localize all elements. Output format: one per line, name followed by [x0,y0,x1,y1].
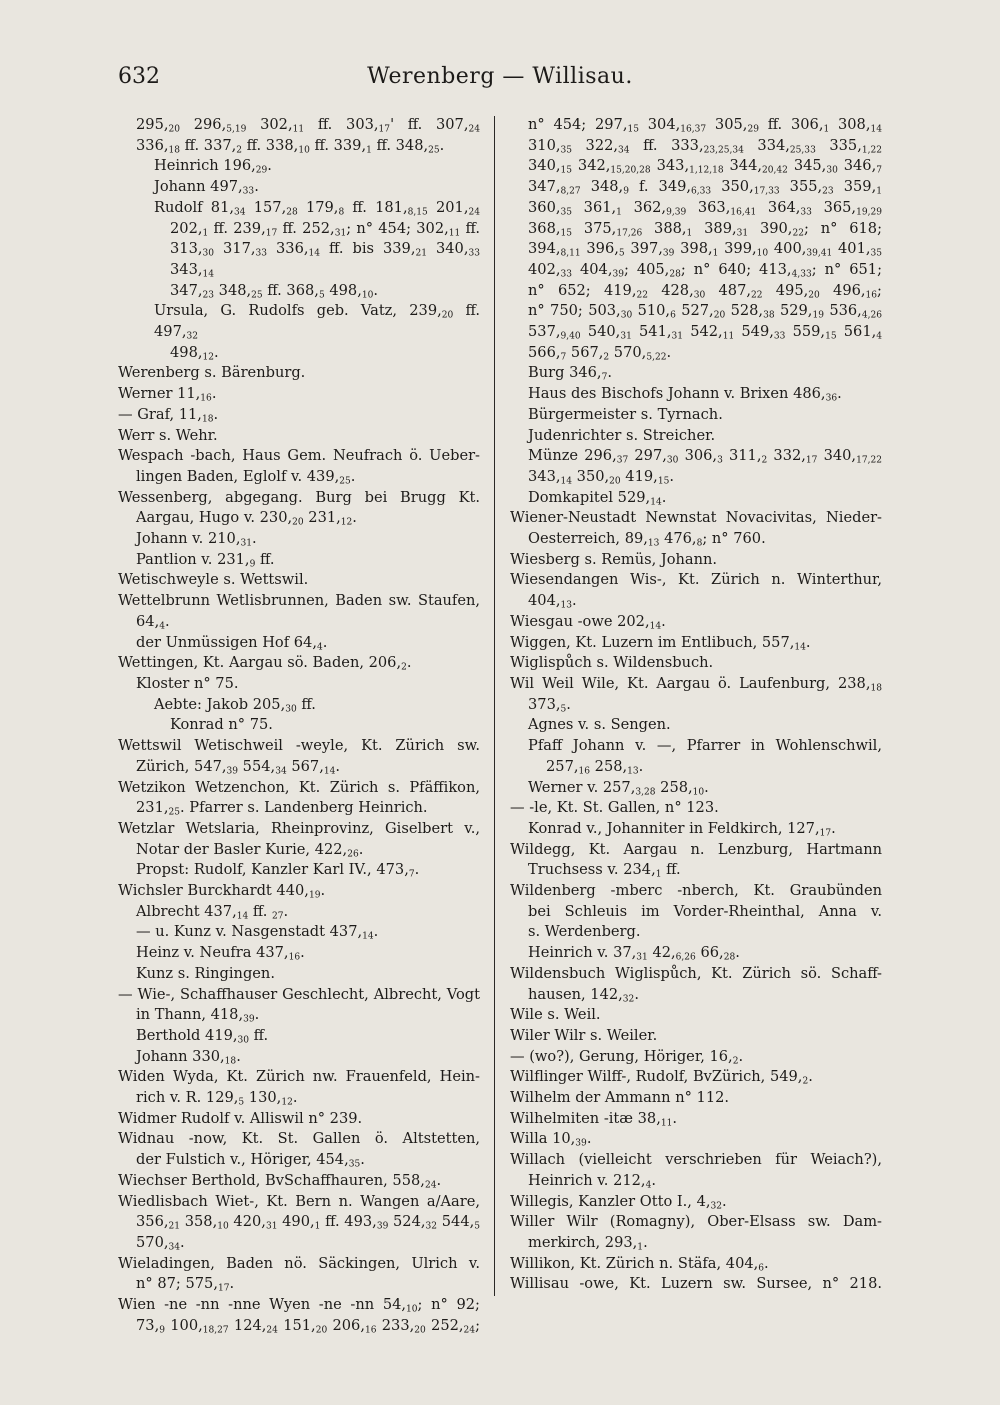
index-line: s. Werdenberg. [528,923,641,941]
index-line: n° 87; $575,_{17}$. [136,1275,235,1294]
index-line: $368,_{15}$ $375,_{17,26}$ $388,_1$ $389,_{31}$ $390,_{22}$; n° 618; [528,219,882,239]
index-line: Wetzlar Wetslaria, Rheinprovinz, Giselbert v., [118,819,480,837]
index-line: $566,_7$ $567,_2$ $570,_{5,22}$. [528,343,672,363]
index-line: Konrad v., Johanniter in Feldkirch, $127,_{17}$. [528,819,836,839]
index-line: Aebte: Jakob $205,_{30}$ ff. [154,695,316,715]
index-line: Burg $346,_7$. [528,364,612,383]
index-line: $373,_5$. [528,695,571,715]
index-line: Johann $497,_{33}$. [154,178,259,197]
index-line: Wilhelm der Ammann n° 112. [510,1089,730,1107]
index-line: Wettswil Wetischweil -weyle, Kt. Zürich sw. [118,737,480,755]
index-line: Willer Wilr (Romagny), Ober-Elsass sw. Dam- [510,1213,882,1231]
index-line: Wile s. Weil. [510,1006,601,1024]
index-line: — u. Kunz v. Nasgenstadt $437,_{14}$. [136,923,379,942]
index-line: der Fulstich v., Höriger, $454,_{35}$. [136,1151,365,1170]
index-line: Kloster n° 75. [136,674,239,692]
index-line: hausen, $142,_{32}$. [528,985,639,1005]
index-line: Werner $11,_{16}$. [118,385,217,404]
index-line: Wil Weil Wile, Kt. Aargau ö. Laufenburg, $238,_{18}$ [510,674,882,694]
index-line: Wien -ne -nn -nne Wyen -ne -nn $54,_{10}$; n° 92; [118,1296,480,1315]
index-line: Wiglispůch s. Wildensbuch. [510,654,714,672]
index-line: Bürgermeister s. Tyrnach. [528,405,723,423]
index-line: $402,_{33}$ $404,_{39}$; $405,_{28}$; n° 640; $413,_{4,33}$; n° 651; [528,260,882,280]
index-line: Wetischweyle s. Wettswil. [118,571,309,589]
index-line: $498,_{12}$. [170,343,219,363]
index-line: Oesterreich, $89,_{13}$ $476,_8$; n° 760. [528,530,766,549]
index-line: $347,_{8,27}$ $348,_9$ f. $349,_{6,33}$ $350,_{17,33}$ $355,_{23}$ $359,_1$ [528,178,882,197]
index-line: Wetzikon Wetzenchon, Kt. Zürich s. Pfäffikon, [118,778,480,796]
index-line: Judenrichter s. Streicher. [528,426,716,444]
index-line: Wespach -bach, Haus Gem. Neufrach ö. Ueber- [118,447,480,465]
index-line: Pfaff Johann v. —, Pfarrer in Wohlenschwil, [528,737,882,755]
index-line: Johann $330,_{18}$. [136,1047,241,1067]
index-line: Heinrich v. $212,_4$. [528,1171,656,1191]
index-line: Wiesendangen Wis-, Kt. Zürich n. Winterthur, [510,571,882,589]
index-line: Wiggen, Kt. Luzern im Entlibuch, $557,_{14}$. [510,633,811,653]
index-line: $356,_{21}$ $358,_{10}$ $420,_{31}$ $490,_1$ ff. $493,_{39}$ $524,_{32}$ $544,_5$ [136,1213,480,1232]
index-line: $313,_{30}$ $317,_{33}$ $336,_{14}$ ff. bis $339,_{21}$ $340,_{33}$ $343,_{14}$ [170,240,480,280]
index-line: Wieladingen, Baden nö. Säckingen, Ulrich v. [118,1254,480,1272]
index-line: Heinrich v. $37,_{31}$ $42,_{6,26}$ $66,_{28}$. [528,944,740,963]
index-line: merkirch, $293,_1$. [528,1233,648,1253]
index-line: $202,_1$ ff. $239,_{17}$ ff. $252,_{31}$; n° 454; $302,_{11}$ ff. [170,219,480,239]
index-line: Heinrich $196,_{29}$. [154,157,272,176]
index-line: Wildensbuch Wiglispůch, Kt. Zürich sö. Schaff- [510,964,882,982]
index-line: $295,_{20}$ $296,_{5,19}$ $302,_{11}$ ff. $303,_{17}'$ ff. $307,_{24}$ [136,116,480,135]
index-line: Pantlion v. $231,_9$ ff. [136,550,275,570]
index-line: Wichsler Burckhardt $440,_{19}$. [118,882,326,901]
index-line: $64,_4$. [136,612,170,632]
index-line: Werner v. $257,_{3,28}$ $258,_{10}$. [528,778,709,798]
index-line: Wiedlisbach Wiet-, Kt. Bern n. Wangen a/Aare, [118,1192,480,1210]
index-line: n° 750; $503,_{30}$ $510,_6$ $527,_{20}$ $528,_{38}$ $529,_{19}$ $536,_{4,26}$ [528,302,882,321]
index-line: Wessenberg, abgegang. Burg bei Brugg Kt. [118,488,480,506]
index-line: — -le, Kt. St. Gallen, n° 123. [510,799,719,817]
index-line: Kunz s. Ringingen. [136,964,275,982]
index-line: Truchsess v. $234,_1$ ff. [528,861,681,880]
index-line: Domkapitel $529,_{14}$. [528,488,667,508]
index-line: Ursula, G. Rudolfs geb. Vatz, $239,_{20}$ ff. $497,_{32}$ [154,302,480,342]
page-number: 632 [118,64,160,89]
index-line: $394,_{8,11}$ $396,_5$ $397,_{39}$ $398,_1$ $399,_{10}$ $400,_{39,41}$ $401,_{35}$ [528,240,882,259]
index-line: Wettelbrunn Wetlisbrunnen, Baden sw. Staufen, [118,592,480,610]
index-line: $340,_{15}$ $342,_{15,20,28}$ $343,_{1,12,18}$ $344,_{20,42}$ $345,_{30}$ $346,_7$ [528,157,882,176]
index-line: Wildenberg -mberc -nberch, Kt. Graubünden [510,882,882,900]
index-line: $310,_{35}$ $322,_{34}$ ff. $333,_{23,25,34}$ $334,_{25,33}$ $335,_{1,22}$ [528,136,882,156]
index-line: $537,_{9,40}$ $540,_{31}$ $541,_{31}$ $542,_{11}$ $549,_{33}$ $559,_{15}$ $561,_4$ [528,323,882,342]
index-line: Wiesgau -owe $202,_{14}$. [510,612,666,632]
index-line: Notar der Basler Kurie, $422,_{26}$. [136,840,364,860]
index-line: Wildegg, Kt. Aargau n. Lenzburg, Hartmann [510,840,882,858]
index-line: Wettingen, Kt. Aargau sö. Baden, $206,_2$. [118,654,412,673]
index-line: $360,_{35}$ $361,_1$ $362,_{9,39}$ $363,_{16,41}$ $364,_{33}$ $365,_{19,29}$ [528,198,882,218]
index-line: Wiechser Berthold, BvSchaffhauren, $558,_{24}$. [118,1171,442,1191]
index-line: $343,_{14}$ $350,_{20}$ $419,_{15}$. [528,467,674,487]
index-line: Rudolf $81,_{34}$ $157,_{28}$ $179,_8$ ff. $181,_{8,15}$ $201,_{24}$ [154,198,480,218]
index-line: Willach (vielleicht verschrieben für Weiach?), [510,1151,882,1169]
index-line: Berthold $419,_{30}$ ff. [136,1026,269,1046]
index-line: Wilflinger Wilff-, Rudolf, BvZürich, $549,_2$. [510,1068,813,1087]
index-line: lingen Baden, Eglolf v. $439,_{25}$. [136,467,356,487]
index-line: $347,_{23}$ $348,_{25}$ ff. $368,_5$ $498,_{10}$. [170,281,378,301]
index-line: $231,_{25}$. Pfarrer s. Landenberg Heinrich. [136,799,428,818]
column-divider [494,116,495,1296]
index-line: Konrad n° 75. [170,716,273,734]
running-head: Werenberg — Willisau. [367,64,633,89]
index-line: n° 652; $419,_{22}$ $428,_{30}$ $487,_{22}$ $495,_{20}$ $496,_{16}$; [528,281,882,301]
index-line: $336,_{18}$ ff. $337,_2$ ff. $338,_{10}$ ff. $339,_1$ ff. $348,_{25}$. [136,136,445,156]
index-line: $73,_9$ $100,_{18,27}$ $124,_{24}$ $151,_{20}$ $206,_{16}$ $233,_{20}$ $252,_{24}$; [136,1316,480,1336]
index-line: Widmer Rudolf v. Alliswil n° 239. [118,1109,363,1127]
index-line: — Wie-, Schaffhauser Geschlecht, Albrecht, Vogt [118,985,480,1003]
index-line: — (wo?), Gerung, Höriger, $16,_2$. [510,1047,744,1067]
right-column [510,115,882,1295]
index-line: $257,_{16}$ $258,_{13}$. [546,757,644,777]
index-line: Aargau, Hugo v. $230,_{20}$ $231,_{12}$. [136,509,357,528]
index-line: $570,_{34}$. [136,1233,185,1253]
index-line: — Graf, $11,_{18}$. [118,405,219,425]
index-line: Widen Wyda, Kt. Zürich nw. Frauenfeld, Hein- [118,1068,480,1086]
index-line: Wiesberg s. Remüs, Johann. [510,550,718,568]
index-line: Johann v. $210,_{31}$. [136,530,257,549]
index-line: Propst: Rudolf, Kanzler Karl IV., $473,_7$. [136,861,420,880]
index-line: Wilhelmiten -itæ $38,_{11}$. [510,1109,678,1129]
index-line: Willegis, Kanzler Otto I., $4,_{32}$. [510,1192,727,1212]
index-line: Willikon, Kt. Zürich n. Stäfa, $404,_6$. [510,1254,769,1274]
index-line: in Thann, $418,_{39}$. [136,1006,260,1025]
index-line: Werenberg s. Bärenburg. [118,364,306,382]
index-line: n° 454; $297,_{15}$ $304,_{16,37}$ $305,_{29}$ ff. $306,_1$ $308,_{14}$ [528,116,882,135]
index-line: rich v. R. $129,_5$ $130,_{12}$. [136,1089,298,1108]
index-line: Wiener-Neustadt Newnstat Novacivitas, Nieder- [510,509,882,527]
index-line: $404,_{13}$. [528,592,577,611]
index-line: Wiler Wilr s. Weiler. [510,1026,658,1044]
index-line: Münze $296,_{37}$ $297,_{30}$ $306,_3$ $311,_2$ $332,_{17}$ $340,_{17,22}$ [528,447,882,466]
index-line: Agnes v. s. Sengen. [528,716,671,734]
index-line: Werr s. Wehr. [118,426,218,444]
index-line: Albrecht $437,_{14}$ ff. $_{27}$. [136,902,289,922]
index-line: bei Schleuis im Vorder-Rheinthal, Anna v. [528,902,882,920]
index-line: Zürich, $547,_{39}$ $554,_{34}$ $567,_{14}$. [136,757,340,777]
index-line: Haus des Bischofs Johann v. Brixen $486,_{36}$. [528,385,842,404]
index-line: Willa $10,_{39}$. [510,1130,592,1149]
index-line: Heinz v. Neufra $437,_{16}$. [136,944,305,963]
index-line: Widnau -now, Kt. St. Gallen ö. Altstetten, [118,1130,480,1148]
index-line: Willisau -owe, Kt. Luzern sw. Sursee, n° 218. [510,1275,882,1293]
index-line: der Unmüssigen Hof $64,_4$. [136,633,328,653]
left-column [118,115,480,1336]
